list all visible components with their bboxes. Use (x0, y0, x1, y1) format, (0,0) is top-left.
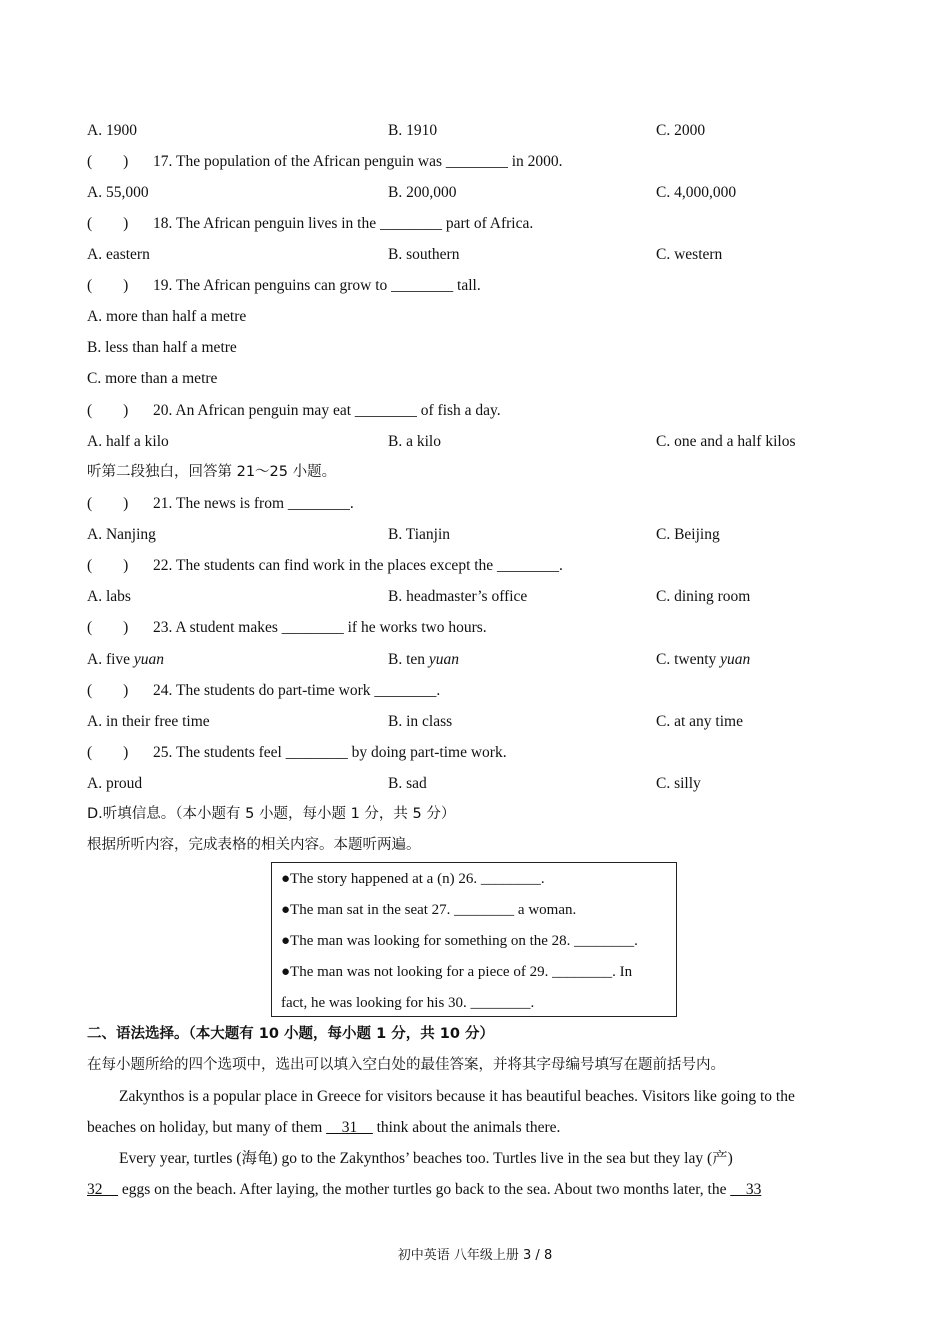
q24-options (87, 706, 867, 737)
option-c: C. Beijing (656, 526, 720, 543)
passage-p1-line2: beaches on holiday, but many of them __31__ think about the animals there. (87, 1119, 561, 1136)
option-b: B. ten yuan (388, 651, 460, 668)
listening-info-box (271, 862, 677, 1017)
q18-stem (87, 208, 867, 239)
answer-bracket[interactable]: ( ) (87, 402, 129, 419)
box-line-29: ●The man was not looking for a piece of 29. ________. In (281, 964, 633, 980)
option-a: A. in their free time (87, 713, 210, 730)
option-a: A. proud (87, 775, 143, 792)
answer-bracket[interactable]: ( ) (87, 744, 129, 761)
q21-options (87, 519, 867, 550)
option-b: B. a kilo (388, 433, 441, 450)
answer-bracket[interactable]: ( ) (87, 153, 129, 170)
answer-bracket[interactable]: ( ) (87, 277, 129, 294)
box-line-30: fact, he was looking for his 30. ________. (281, 995, 535, 1011)
q19-stem (87, 270, 867, 301)
q17-stem (87, 146, 867, 177)
passage-p2-line2: 32__ eggs on the beach. After laying, the mother turtles go back to the sea. About two months later, the __33 (87, 1181, 762, 1198)
question-text: 20. An African penguin may eat ________ of fish a day. (153, 402, 501, 419)
question-text: 24. The students do part-time work ________. (153, 682, 441, 699)
question-text: 21. The news is from ________. (153, 495, 354, 512)
option-a: A. labs (87, 588, 131, 605)
option-a: A. five yuan (87, 651, 165, 668)
answer-bracket[interactable]: ( ) (87, 682, 129, 699)
q21-stem (87, 488, 867, 519)
option-c: C. silly (656, 775, 701, 792)
blank-31[interactable]: __31__ (326, 1119, 373, 1136)
question-text: 17. The population of the African penguin was ________ in 2000. (153, 153, 563, 170)
q17-options (87, 177, 867, 208)
q16-options (87, 115, 867, 146)
part-d-heading: D.听填信息。（本小题有 5 小题，每小题 1 分，共 5 分） (87, 806, 456, 822)
passage-p2-line1: Every year, turtles (海龟) go to the Zakynthos’ beaches too. Turtles live in the sea but they lay (产) (119, 1150, 733, 1167)
option-b: B. 200,000 (388, 184, 457, 201)
question-text: 23. A student makes ________ if he works two hours. (153, 619, 487, 636)
question-text: 19. The African penguins can grow to ________ tall. (153, 277, 481, 294)
passage-p1-line1: Zakynthos is a popular place in Greece for visitors because it has beautiful beaches. Visitors like going to the (119, 1088, 795, 1105)
q23-stem (87, 612, 867, 643)
q19-option-c: C. more than a metre (87, 370, 218, 387)
option-b: B. Tianjin (388, 526, 451, 543)
section-2-intro: 听第二段独白，回答第 21～25 小题。 (87, 464, 337, 480)
q24-stem (87, 675, 867, 706)
q16-option-a: A. 1900 (87, 122, 137, 139)
blank-32[interactable]: 32__ (87, 1181, 118, 1198)
blank-33[interactable]: __33 (730, 1181, 762, 1198)
option-c: C. at any time (656, 713, 743, 730)
q18-options (87, 239, 867, 270)
q19-option-a: A. more than half a metre (87, 308, 247, 325)
answer-bracket[interactable]: ( ) (87, 619, 129, 636)
option-c: C. dining room (656, 588, 751, 605)
q22-options (87, 581, 867, 612)
answer-bracket[interactable]: ( ) (87, 495, 129, 512)
box-line-26: ●The story happened at a (n) 26. ________. (281, 871, 545, 887)
question-text: 25. The students feel ________ by doing part-time work. (153, 744, 507, 761)
q16-option-b: B. 1910 (388, 122, 438, 139)
option-c: C. 4,000,000 (656, 184, 737, 201)
q20-stem (87, 395, 867, 426)
option-c: C. one and a half kilos (656, 433, 796, 450)
question-text: 22. The students can find work in the places except the ________. (153, 557, 563, 574)
q19-option-b: B. less than half a metre (87, 339, 237, 356)
answer-bracket[interactable]: ( ) (87, 557, 129, 574)
option-b: B. southern (388, 246, 460, 263)
q20-options (87, 426, 867, 457)
option-b: B. headmaster’s office (388, 588, 528, 605)
option-a: A. eastern (87, 246, 150, 263)
box-line-28: ●The man was looking for something on the 28. ________. (281, 933, 638, 949)
q16-option-c: C. 2000 (656, 122, 706, 139)
option-c: C. twenty yuan (656, 651, 751, 668)
option-a: A. 55,000 (87, 184, 149, 201)
q22-stem (87, 550, 867, 581)
option-c: C. western (656, 246, 723, 263)
answer-bracket[interactable]: ( ) (87, 215, 129, 232)
q23-options (87, 644, 867, 675)
passage (87, 1081, 865, 1205)
option-b: B. sad (388, 775, 427, 792)
q25-stem (87, 737, 867, 768)
grammar-instruction: 在每小题所给的四个选项中，选出可以填入空白处的最佳答案，并将其字母编号填写在题前括号内。 (87, 1057, 725, 1073)
box-line-27: ●The man sat in the seat 27. ________ a woman. (281, 902, 577, 918)
option-b: B. in class (388, 713, 453, 730)
option-a: A. Nanjing (87, 526, 156, 543)
part-d-instruction: 根据所听内容，完成表格的相关内容。本题听两遍。 (87, 837, 421, 853)
question-text: 18. The African penguin lives in the ________ part of Africa. (153, 215, 534, 232)
option-a: A. half a kilo (87, 433, 169, 450)
q25-options (87, 768, 867, 799)
grammar-heading: 二、语法选择。（本大题有 10 小题，每小题 1 分，共 10 分） (87, 1026, 494, 1042)
page-footer: 初中英语 八年级上册 3 / 8 (397, 1248, 553, 1263)
